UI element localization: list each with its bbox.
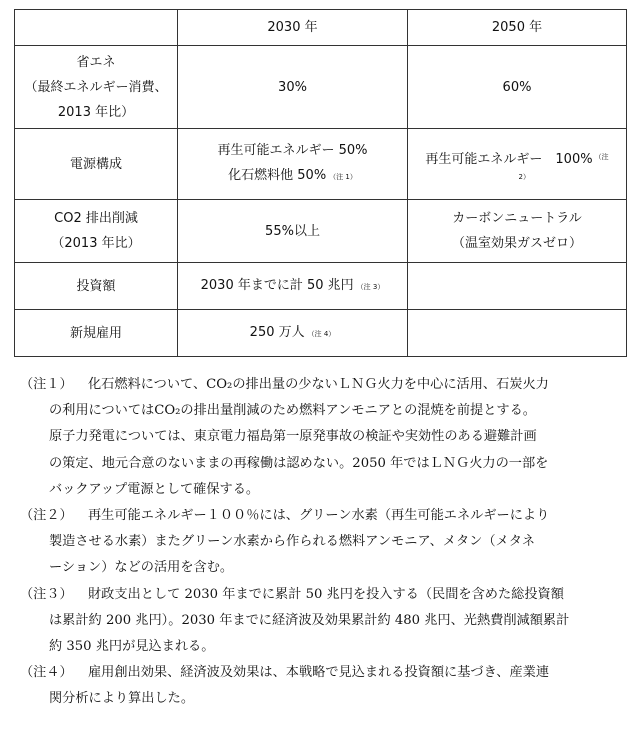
footnote-4 — [20, 660, 626, 712]
energy-targets-table — [14, 9, 627, 357]
footnote-line: 再生可能エネルギー１００％には、グリーン水素（再生可能エネルギーにより — [88, 508, 550, 524]
footnote-line: バックアップ電源として確保する。 — [49, 481, 260, 497]
power-mix-2030-line2 — [182, 163, 403, 190]
footnote-label: （注４） — [20, 665, 73, 681]
footnote-label: （注３） — [20, 586, 73, 602]
power-mix-2050 — [408, 129, 627, 200]
footnote-3 — [20, 582, 626, 661]
row-label-energy-saving — [15, 46, 178, 129]
power-mix-2030-line2-text: 化石燃料他 50% — [228, 168, 327, 183]
energy-saving-2030: 30% — [178, 46, 408, 129]
label-line: CO2 排出削減 — [54, 211, 138, 226]
footnote-line: の利用についてはCO₂の排出量削減のため燃料アンモニアとの混焼を前提とする。 — [49, 403, 536, 419]
energy-saving-2050: 60% — [408, 46, 627, 129]
footnote-body — [49, 660, 626, 712]
jobs-2030 — [178, 310, 408, 357]
footnote-body — [49, 372, 626, 503]
footnote-1 — [20, 372, 626, 503]
row-label-co2 — [15, 200, 178, 263]
power-mix-2050-line — [412, 147, 622, 172]
footnotes — [20, 372, 626, 713]
note-ref-4: （注 4） — [307, 329, 336, 338]
footnote-line: ーション）などの活用を含む。 — [49, 560, 234, 576]
row-label-power-mix — [15, 129, 178, 200]
table-row-co2 — [15, 200, 627, 263]
footnote-line: は累計約 200 兆円）。2030 年までに経済波及効果累計約 480 兆円、光熱費削減額累計 — [49, 612, 570, 628]
footnote-line: 雇用創出効果、経済波及効果は、本戦略で見込まれる投資額に基づき、産業連 — [88, 665, 550, 681]
investment-2030-text: 2030 年までに計 50 兆円 — [200, 277, 354, 293]
footnote-body — [49, 503, 626, 582]
note-ref-2a: （注 — [594, 152, 609, 161]
footnote-label: （注１） — [20, 377, 73, 392]
footnote-body — [49, 582, 626, 661]
footnote-line: 財政支出として 2030 年までに累計 50 兆円を投入する（民間を含めた総投資額 — [88, 586, 564, 602]
co2-2050-line1: カーボンニュートラル — [452, 211, 582, 226]
table-header-row — [15, 10, 627, 46]
header-2030: 2030 年 — [178, 10, 408, 46]
power-mix-2030-line1: 再生可能エネルギー 50% — [217, 143, 368, 158]
co2-2050-line2: （温室効果ガスゼロ） — [451, 236, 582, 251]
jobs-2050 — [408, 310, 627, 357]
note-ref-2b: 2） — [518, 172, 530, 181]
footnote-label: （注２） — [20, 508, 73, 524]
co2-2050 — [408, 200, 627, 263]
label-line: （最終エネルギー消費、 — [24, 79, 168, 95]
table-row-power-mix — [15, 129, 627, 200]
footnote-line: 原子力発電については、東京電力福島第一原発事故の検証や実効性のある避難計画 — [49, 429, 537, 445]
power-mix-2030 — [178, 129, 408, 200]
label-line: 2013 年比） — [57, 104, 135, 120]
label-line: 電源構成 — [69, 156, 122, 172]
table-row-investment — [15, 263, 627, 310]
row-label-investment — [15, 263, 178, 310]
footnote-line: の策定、地元合意のないままの再稼働は認めない。2050 年ではＬＮＧ火力の一部を — [49, 455, 549, 471]
note-ref-3: （注 3） — [356, 282, 385, 291]
investment-2050 — [408, 263, 627, 310]
footnote-line: 製造させる水素）またグリーン水素から作られる燃料アンモニア、メタン（メタネ — [49, 534, 536, 550]
row-label-jobs — [15, 310, 178, 357]
table-row-jobs — [15, 310, 627, 357]
label-line: （2013 年比） — [51, 236, 141, 251]
investment-2030 — [178, 263, 408, 310]
label-line: 新規雇用 — [69, 325, 122, 341]
label-line: 投資額 — [76, 278, 116, 294]
footnote-line: 化石燃料について、CO₂の排出量の少ないＬＮＧ火力を中心に活用、石炭火力 — [88, 377, 549, 392]
footnote-line: 関分析により算出した。 — [49, 691, 195, 707]
header-empty-cell — [15, 10, 178, 46]
note-ref-1: （注 1） — [329, 173, 357, 181]
co2-2030: 55%以上 — [178, 200, 408, 263]
power-mix-2050-text: 再生可能エネルギー 100% — [425, 151, 593, 167]
jobs-2030-text: 250 万人 — [249, 324, 305, 340]
header-2050: 2050 年 — [408, 10, 627, 46]
table-row-energy-saving — [15, 46, 627, 129]
footnote-2 — [20, 503, 626, 582]
label-line: 省エネ — [76, 54, 116, 70]
footnote-line: 約 350 兆円が見込まれる。 — [49, 639, 215, 655]
